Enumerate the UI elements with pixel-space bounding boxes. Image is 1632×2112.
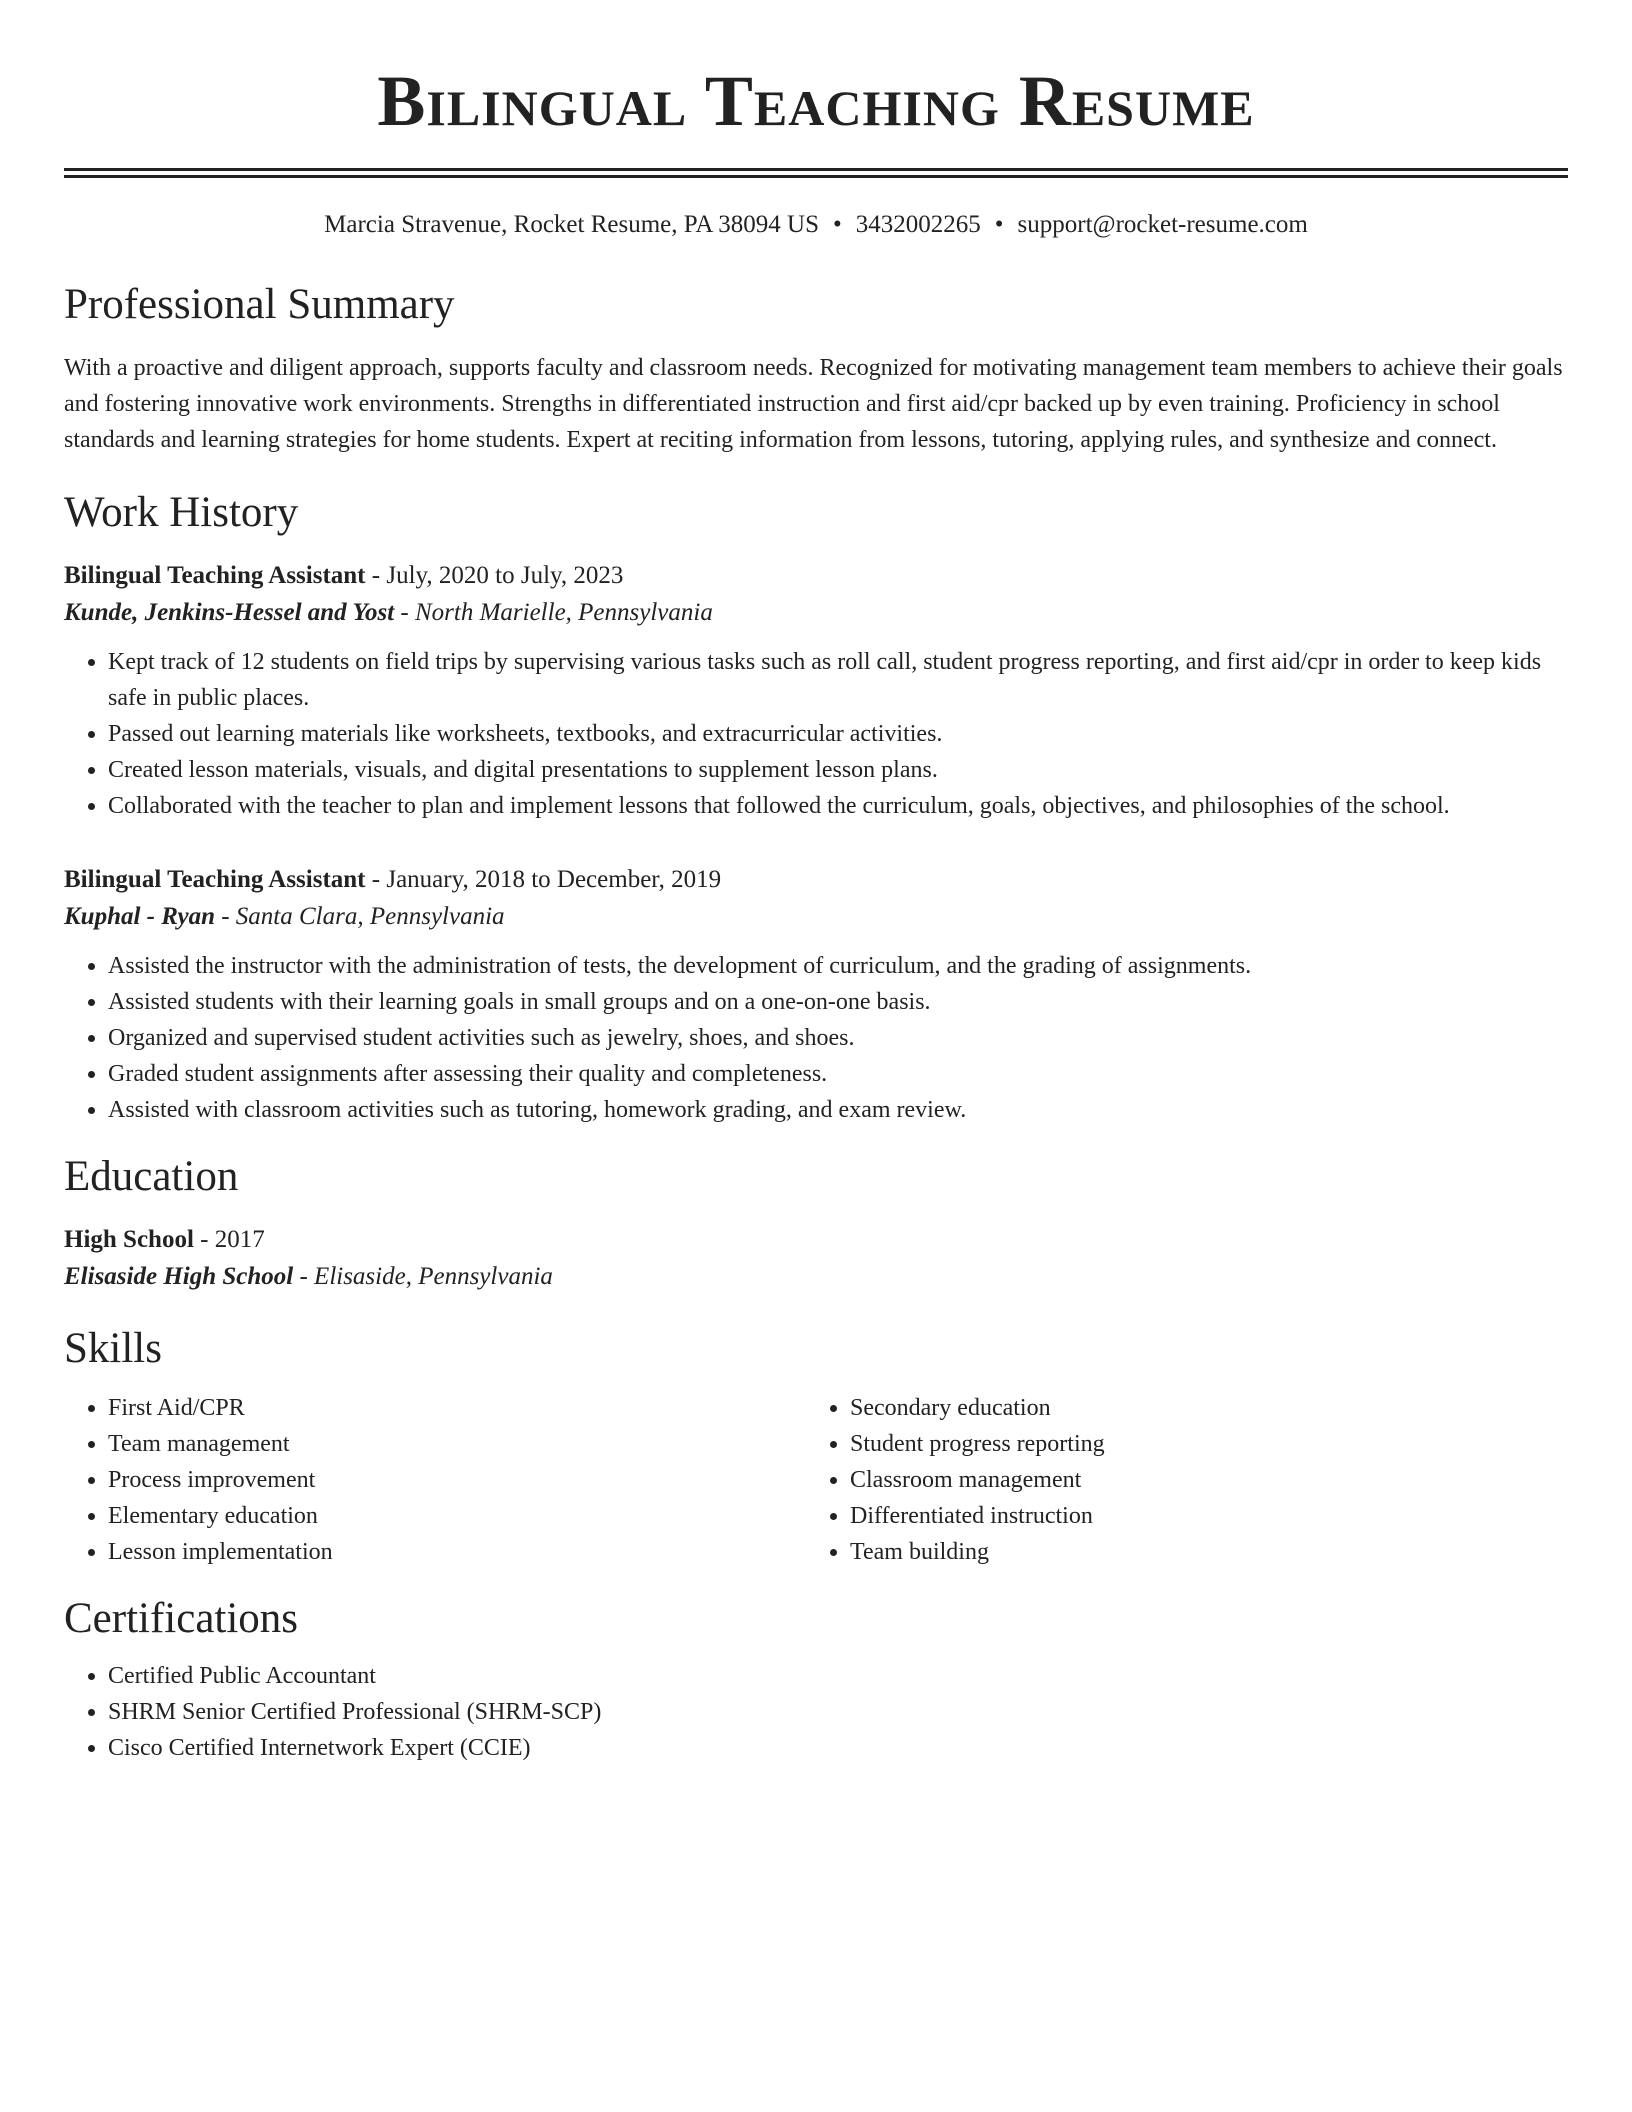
- summary-section: [64, 278, 1568, 458]
- skill-item: • Process improvement: [108, 1462, 806, 1498]
- skills-column-right: [806, 1390, 1548, 1570]
- education-school: Elisaside High School: [64, 1263, 294, 1290]
- job-location: - North Marielle, Pennsylvania: [394, 599, 713, 626]
- education-section: [64, 1150, 1568, 1296]
- job-bullet: • Graded student assignments after assessing their quality and completeness.: [108, 1056, 1568, 1092]
- skill-item: • Team building: [850, 1534, 1548, 1570]
- skill-item: • Secondary education: [850, 1390, 1548, 1426]
- work-history-heading: Work History: [64, 489, 299, 536]
- job-bullet: • Assisted the instructor with the administration of tests, the development of curriculum, and the grading of assignments.: [108, 948, 1568, 984]
- job-employer-line: [64, 594, 1568, 632]
- skill-item: • Team management: [108, 1426, 806, 1462]
- summary-heading: Professional Summary: [64, 281, 455, 328]
- education-heading: Education: [64, 1153, 239, 1200]
- job-bullet: • Passed out learning materials like worksheets, textbooks, and extracurricular activities.: [108, 716, 1568, 752]
- job-employer: Kunde, Jenkins-Hessel and Yost: [64, 599, 395, 626]
- title-double-rule: [64, 168, 1568, 178]
- certifications-heading: Certifications: [64, 1595, 299, 1642]
- contact-phone: 3432002265: [855, 211, 981, 238]
- job-bullets: [64, 948, 1568, 1128]
- job-bullet: • Created lesson materials, visuals, and digital presentations to supplement lesson plans.: [108, 752, 1568, 788]
- resume-title: Bilingual Teaching Resume: [377, 61, 1255, 141]
- contact-separator: •: [994, 211, 1004, 238]
- skill-item: • Differentiated instruction: [850, 1498, 1548, 1534]
- contact-address: Marcia Stravenue, Rocket Resume, PA 38094 US: [324, 211, 820, 238]
- job-bullet: • Assisted with classroom activities such as tutoring, homework grading, and exam review.: [108, 1092, 1568, 1128]
- job-bullet: • Organized and supervised student activities such as jewelry, shoes, and shoes.: [108, 1020, 1568, 1056]
- certification-item: • SHRM Senior Certified Professional (SHRM-SCP): [108, 1694, 1568, 1730]
- job-bullets: [64, 644, 1568, 824]
- job-bullet: • Collaborated with the teacher to plan and implement lessons that followed the curriculum, goals, objectives, and philosophies of the school.: [108, 788, 1568, 824]
- contact-separator: •: [833, 211, 842, 238]
- certifications-section: [64, 1592, 1568, 1766]
- job-title: Bilingual Teaching Assistant: [64, 562, 366, 589]
- skill-item: • Student progress reporting: [850, 1426, 1548, 1462]
- skill-item: • Lesson implementation: [108, 1534, 806, 1570]
- contact-line: [64, 208, 1568, 242]
- work-history-section: [64, 486, 1568, 1128]
- job-employer-line: [64, 898, 1568, 936]
- job-dates: - January, 2018 to December, 2019: [365, 866, 722, 893]
- skill-item: • First Aid/CPR: [108, 1390, 806, 1426]
- certification-item: • Certified Public Accountant: [108, 1658, 1568, 1694]
- education-location: - Elisaside, Pennsylvania: [293, 1263, 553, 1290]
- skills-column-left: [64, 1390, 806, 1570]
- job-title: Bilingual Teaching Assistant: [64, 866, 366, 893]
- contact-email: support@rocket-resume.com: [1017, 211, 1308, 238]
- education-entry: [64, 1222, 1568, 1296]
- job-bullet: • Assisted students with their learning goals in small groups and on a one-on-one basis.: [108, 984, 1568, 1020]
- job-entry: [64, 862, 1568, 1128]
- education-degree-line: [64, 1222, 1568, 1258]
- job-entry: [64, 558, 1568, 824]
- education-degree: High School: [64, 1226, 194, 1253]
- education-year: - 2017: [193, 1226, 265, 1253]
- summary-text: With a proactive and diligent approach, supports faculty and classroom needs. Recognized for motivating management team members to achieve their goals and fostering innovative work environments. Strengths in differentiated instruction and first aid/cpr backed up by even training. Proficiency in school standards and learning strategies for home students. Expert at reciting information from lessons, tutoring, applying rules, and synthesize and connect.: [64, 355, 1563, 453]
- education-school-line: [64, 1258, 1568, 1296]
- job-dates: - July, 2020 to July, 2023: [365, 562, 624, 589]
- skills-heading: Skills: [64, 1325, 162, 1372]
- skills-section: [64, 1322, 1568, 1570]
- job-bullet: • Kept track of 12 students on field trips by supervising various tasks such as roll call, student progress reporting, and first aid/cpr in order to keep kids safe in public places.: [108, 644, 1568, 716]
- job-location: - Santa Clara, Pennsylvania: [214, 903, 505, 930]
- certifications-list: [64, 1658, 1568, 1766]
- skill-item: • Elementary education: [108, 1498, 806, 1534]
- skills-grid: [64, 1390, 1568, 1570]
- job-title-line: [64, 558, 1568, 594]
- skill-item: • Classroom management: [850, 1462, 1548, 1498]
- certification-item: • Cisco Certified Internetwork Expert (CCIE): [108, 1730, 1568, 1766]
- job-employer: Kuphal - Ryan: [64, 903, 215, 930]
- job-title-line: [64, 862, 1568, 898]
